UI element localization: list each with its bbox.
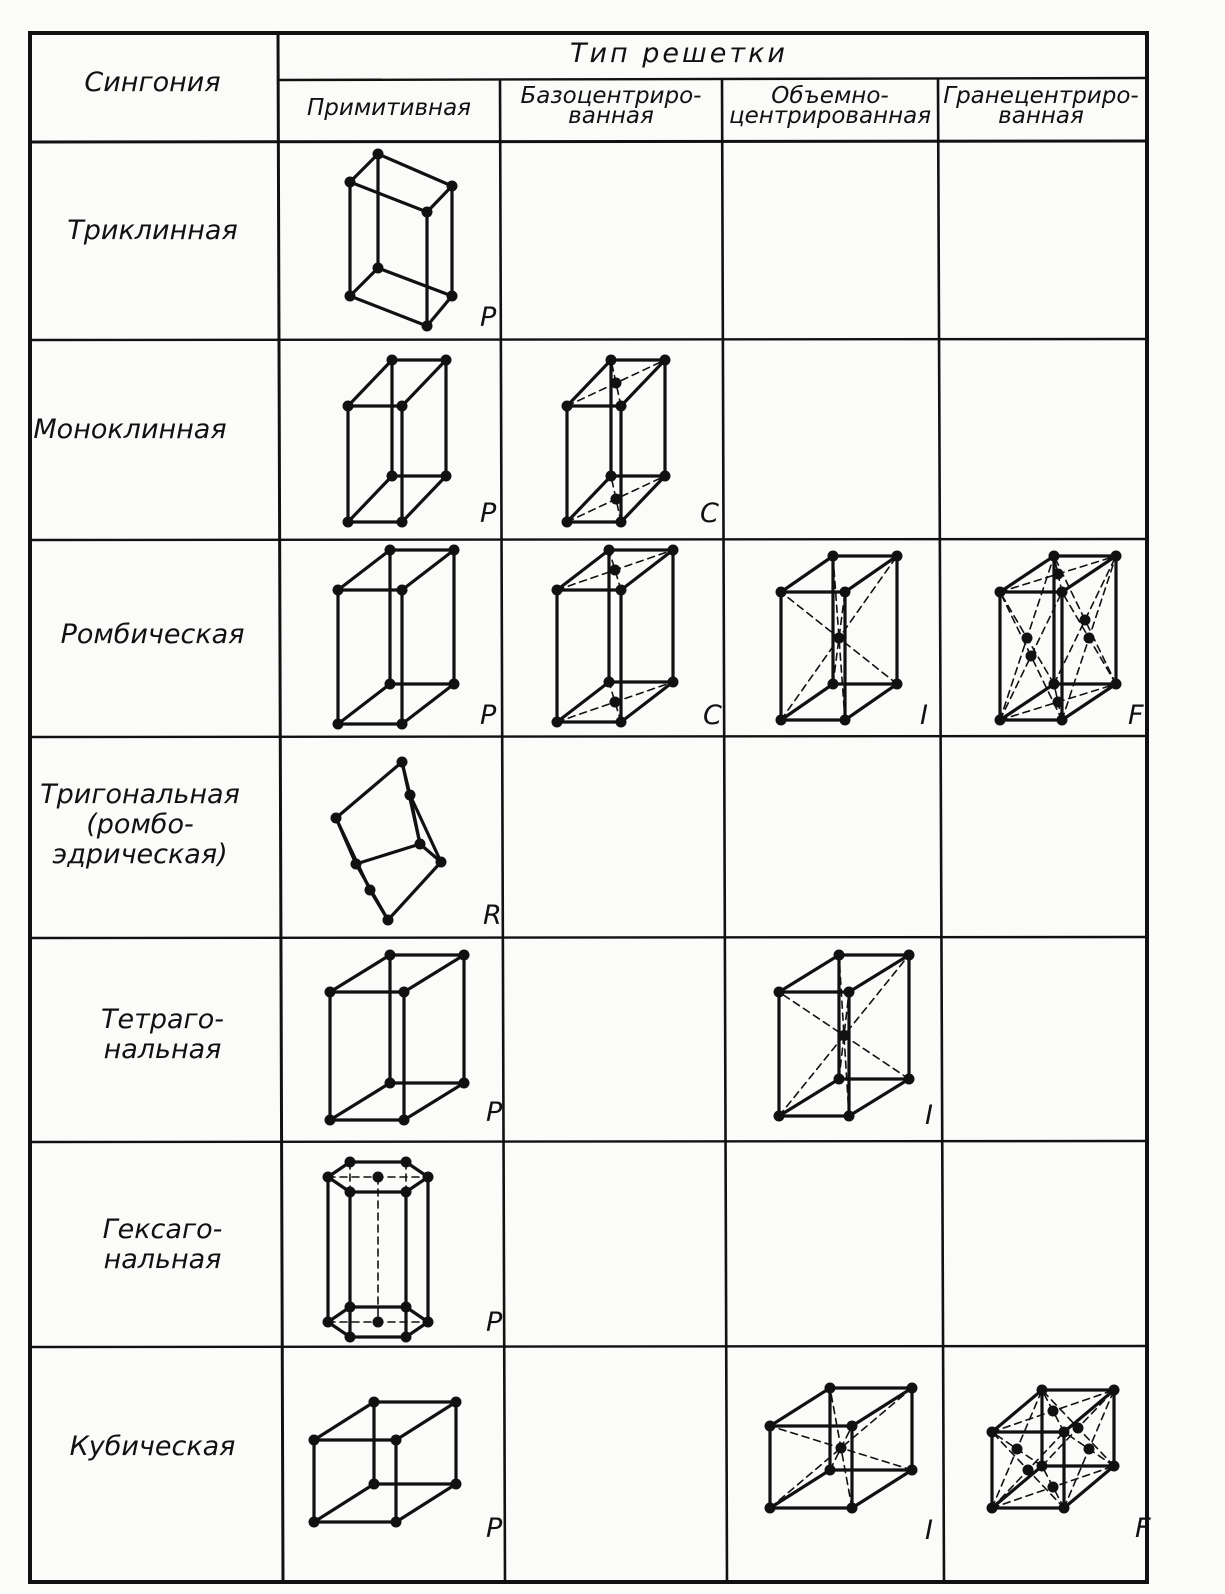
trigonal-r-atom-t xyxy=(397,757,408,768)
cubic-i-edge-7 xyxy=(770,1388,830,1426)
trigonal-r-atom-g xyxy=(383,915,394,926)
cubic-f-atom-face-3 xyxy=(1084,1444,1095,1455)
trigonal-r-edge-0 xyxy=(336,762,402,818)
header-col-base-centered xyxy=(500,83,722,129)
cubic-p-edge-7 xyxy=(314,1402,374,1440)
triclinic-p-edge-4 xyxy=(350,268,378,296)
tetragonal-p-edge-3 xyxy=(330,1083,390,1120)
orthorhombic-i-edge-1 xyxy=(845,684,897,720)
cubic-p-atom-5 xyxy=(391,1435,402,1446)
header-col-body-centered xyxy=(722,83,938,129)
tetragonal-p-atom-3 xyxy=(459,1078,470,1089)
trigonal-r-edge-7 xyxy=(388,862,441,920)
grid-vline-4 xyxy=(938,80,944,1582)
hexagonal-p-bottom-center xyxy=(373,1317,384,1328)
grid-hline-4 xyxy=(30,937,1147,938)
header-col-primitive-line1: Примитивная xyxy=(306,95,471,121)
monoclinic-p-atom-4 xyxy=(343,401,354,412)
hexagonal-p-bottom-atom-5 xyxy=(345,1332,356,1343)
orthorhombic-p-atom-0 xyxy=(333,719,344,730)
orthorhombic-p-atom-2 xyxy=(385,679,396,690)
cubic-p-atom-4 xyxy=(309,1435,320,1446)
symbol-trigonal-rhombohedral: R xyxy=(483,900,502,931)
grid-hline-6 xyxy=(30,1346,1147,1347)
hexagonal-p-top-center xyxy=(373,1172,384,1183)
triclinic-p-edge-3 xyxy=(350,182,427,212)
hexagonal-p-bottom-atom-4 xyxy=(401,1332,412,1343)
row-label-orthorhombic xyxy=(30,620,275,650)
trigonal-r-atom-c xyxy=(351,859,362,870)
orthorhombic-p-atom-6 xyxy=(385,545,396,556)
monoclinic-p-atom-1 xyxy=(397,517,408,528)
symbol-cubic-primitive: P xyxy=(486,1513,503,1544)
header-syngony: Сингония xyxy=(84,67,221,98)
triclinic-p-edge-6 xyxy=(427,296,452,326)
triclinic-p-atom-f xyxy=(373,263,384,274)
row-label-monoclinic-line1: Моноклинная xyxy=(33,414,227,445)
cubic-p-edge-5 xyxy=(396,1402,456,1440)
cubic-f-edge-3 xyxy=(992,1466,1042,1508)
orthorhombic-c-edge-3 xyxy=(557,682,609,722)
cubic-p-atom-0 xyxy=(309,1517,320,1528)
orthorhombic-f-atom-face-2 xyxy=(1022,633,1033,644)
cubic-f-atom-face-1 xyxy=(1073,1423,1084,1434)
tetragonal-p-edge-7 xyxy=(330,955,390,992)
header-col-face-line2: ванная xyxy=(998,103,1084,129)
row-label-tetragonal xyxy=(40,1005,285,1065)
monoclinic-p-atom-0 xyxy=(343,517,354,528)
row-label-trigonal-line3: эдрическая) xyxy=(52,839,228,870)
cubic-p-edge-3 xyxy=(314,1484,374,1522)
cubic-f-atom-face-4 xyxy=(1048,1406,1059,1417)
grid-hline-2 xyxy=(30,539,1147,540)
tetragonal-p-edge-5 xyxy=(404,955,464,992)
row-label-cubic-line1: Кубическая xyxy=(69,1431,236,1462)
tetragonal-p-edge-1 xyxy=(404,1083,464,1120)
grid-vline-2 xyxy=(500,80,505,1582)
tetragonal-p-atom-2 xyxy=(385,1078,396,1089)
orthorhombic-p-atom-7 xyxy=(449,545,460,556)
orthorhombic-p-edge-1 xyxy=(402,684,454,724)
row-label-triclinic-line1: Триклинная xyxy=(67,215,238,246)
monoclinic-p-atom-5 xyxy=(397,401,408,412)
monoclinic-p-atom-3 xyxy=(441,471,452,482)
grid-hline-5 xyxy=(30,1141,1147,1142)
triclinic-p-edge-5 xyxy=(378,268,452,296)
trigonal-r-edge-11 xyxy=(402,762,420,844)
triclinic-p-edge-7 xyxy=(350,296,427,326)
monoclinic-c-atom-bottom-center xyxy=(611,494,622,505)
cubic-f-atom-face-2 xyxy=(1012,1444,1023,1455)
header-col-body-line1: Объемно- xyxy=(771,83,889,109)
cubic-i-atom-body-center xyxy=(836,1443,847,1454)
cubic-f-edge-7 xyxy=(992,1390,1042,1432)
tetragonal-i-atom-body-center xyxy=(839,1030,850,1041)
trigonal-r-edge-9 xyxy=(356,844,420,864)
header-lattice-type: Тип решетки xyxy=(570,38,788,69)
orthorhombic-c-edge-7 xyxy=(557,550,609,590)
monoclinic-c-atom-top-center xyxy=(611,378,622,389)
tetragonal-p-atom-1 xyxy=(399,1115,410,1126)
cubic-f-edge-1 xyxy=(1064,1466,1114,1508)
triclinic-p-edge-0 xyxy=(350,154,378,182)
tetragonal-p-atom-7 xyxy=(459,950,470,961)
symbol-triclinic-primitive: P xyxy=(480,302,497,333)
row-label-trigonal xyxy=(30,780,250,870)
hexagonal-p-top-atom-2 xyxy=(401,1157,412,1168)
symbol-monoclinic-base: C xyxy=(700,498,719,529)
orthorhombic-f-atom-face-5 xyxy=(1053,697,1064,708)
monoclinic-c-edge-3 xyxy=(567,476,611,522)
trigonal-r-atom-e xyxy=(365,885,376,896)
orthorhombic-p-edge-5 xyxy=(402,550,454,590)
header-col-primitive xyxy=(278,95,500,121)
tetragonal-i-edge-7 xyxy=(779,955,839,992)
monoclinic-p-edge-3 xyxy=(348,476,392,522)
triclinic-p-atom-b xyxy=(373,149,384,160)
orthorhombic-c-edge-5 xyxy=(621,550,673,590)
tetragonal-p-atom-0 xyxy=(325,1115,336,1126)
hexagonal-p-top-atom-4 xyxy=(401,1187,412,1198)
tetragonal-p-atom-6 xyxy=(385,950,396,961)
row-label-tetragonal-line2: нальная xyxy=(103,1034,222,1065)
orthorhombic-c-atom-bottom-center xyxy=(610,697,621,708)
grid-hline-3 xyxy=(30,736,1147,737)
cubic-f-edge-5 xyxy=(1064,1390,1114,1432)
grid-hline-header xyxy=(278,78,1147,80)
row-label-trigonal-line1: Тригональная xyxy=(40,779,240,810)
symbol-cubic-face: F xyxy=(1135,1513,1151,1544)
orthorhombic-i-edge-5 xyxy=(845,556,897,592)
orthorhombic-f-atom-face-4 xyxy=(1053,569,1064,580)
grid-vline-1 xyxy=(278,33,283,1582)
monoclinic-p-edge-5 xyxy=(402,360,446,406)
row-label-triclinic xyxy=(30,216,275,246)
row-label-hexagonal-line1: Гексаго- xyxy=(102,1214,223,1245)
monoclinic-p-edge-1 xyxy=(402,476,446,522)
orthorhombic-f-atom-face-3 xyxy=(1084,633,1095,644)
orthorhombic-p-edge-3 xyxy=(338,684,390,724)
row-label-tetragonal-line1: Тетраго- xyxy=(101,1004,224,1035)
cubic-i-edge-5 xyxy=(852,1388,912,1426)
monoclinic-c-edge-7 xyxy=(567,360,611,406)
triclinic-p-atom-h xyxy=(422,321,433,332)
orthorhombic-f-edge-1 xyxy=(1062,684,1116,720)
header-col-base-line2: ванная xyxy=(568,103,654,129)
header-col-body-line2: центрированная xyxy=(728,103,932,129)
orthorhombic-p-atom-5 xyxy=(397,585,408,596)
row-label-monoclinic xyxy=(30,415,230,445)
monoclinic-p-atom-7 xyxy=(441,355,452,366)
cubic-f-atom-face-5 xyxy=(1048,1482,1059,1493)
symbol-tetragonal-body: I xyxy=(925,1100,933,1131)
monoclinic-p-atom-2 xyxy=(387,471,398,482)
trigonal-r-atom-b xyxy=(405,790,416,801)
row-label-hexagonal xyxy=(40,1215,285,1275)
header-col-face-line1: Гранецентриро- xyxy=(943,83,1139,109)
triclinic-p-edge-1 xyxy=(378,154,452,186)
monoclinic-c-edge-5 xyxy=(621,360,665,406)
orthorhombic-f-edge-7 xyxy=(1000,556,1054,592)
cubic-p-atom-2 xyxy=(369,1479,380,1490)
triclinic-p-atom-d xyxy=(422,207,433,218)
trigonal-r-atom-a xyxy=(331,813,342,824)
cubic-i-edge-1 xyxy=(852,1470,912,1508)
tetragonal-p-atom-5 xyxy=(399,987,410,998)
trigonal-r-edge-8 xyxy=(410,795,441,862)
symbol-monoclinic-primitive: P xyxy=(480,498,497,529)
triclinic-p-atom-c xyxy=(447,181,458,192)
symbol-orthorhombic-body: I xyxy=(920,700,928,731)
grid-hline-1 xyxy=(30,339,1147,340)
cubic-p-atom-7 xyxy=(451,1397,462,1408)
cubic-p-atom-1 xyxy=(391,1517,402,1528)
orthorhombic-c-atom-top-center xyxy=(610,565,621,576)
orthorhombic-i-edge-3 xyxy=(781,684,833,720)
monoclinic-p-edge-7 xyxy=(348,360,392,406)
monoclinic-c-edge-1 xyxy=(621,476,665,522)
cubic-i-edge-3 xyxy=(770,1470,830,1508)
orthorhombic-p-atom-1 xyxy=(397,719,408,730)
symbol-cubic-body: I xyxy=(925,1515,933,1546)
symbol-orthorhombic-face: F xyxy=(1128,700,1144,731)
grid-vline-3 xyxy=(722,80,727,1582)
row-label-trigonal-line2: (ромбо- xyxy=(86,809,194,840)
orthorhombic-c-edge-1 xyxy=(621,682,673,722)
row-label-orthorhombic-line1: Ромбическая xyxy=(60,619,245,650)
trigonal-r-atom-d xyxy=(415,839,426,850)
tetragonal-p-atom-4 xyxy=(325,987,336,998)
tetragonal-i-edge-1 xyxy=(849,1079,909,1116)
trigonal-r-atom-f xyxy=(436,857,447,868)
triclinic-p-atom-a xyxy=(345,177,356,188)
header-col-face-centered xyxy=(938,83,1144,129)
orthorhombic-f-edge-3 xyxy=(1000,684,1054,720)
orthorhombic-i-atom-body-center xyxy=(834,633,845,644)
hexagonal-p-top-atom-5 xyxy=(345,1187,356,1198)
monoclinic-p-atom-6 xyxy=(387,355,398,366)
symbol-tetragonal-primitive: P xyxy=(486,1097,503,1128)
grid-hline-0 xyxy=(30,141,1147,142)
cubic-p-atom-3 xyxy=(451,1479,462,1490)
cubic-p-edge-1 xyxy=(396,1484,456,1522)
symbol-orthorhombic-primitive: P xyxy=(480,700,497,731)
row-label-hexagonal-line2: нальная xyxy=(103,1244,222,1275)
orthorhombic-i-edge-7 xyxy=(781,556,833,592)
row-label-cubic xyxy=(30,1432,275,1462)
cubic-p-atom-6 xyxy=(369,1397,380,1408)
triclinic-p-atom-g xyxy=(447,291,458,302)
hexagonal-p-top-atom-1 xyxy=(345,1157,356,1168)
orthorhombic-p-edge-7 xyxy=(338,550,390,590)
tetragonal-i-edge-5 xyxy=(849,955,909,992)
symbol-orthorhombic-base: C xyxy=(703,700,722,731)
orthorhombic-f-atom-face-1 xyxy=(1080,615,1091,626)
header-col-base-line1: Базоцентриро- xyxy=(520,83,702,109)
cubic-f-atom-face-0 xyxy=(1023,1465,1034,1476)
triclinic-p-atom-e xyxy=(345,291,356,302)
symbol-hexagonal-primitive: P xyxy=(486,1307,503,1338)
tetragonal-i-edge-3 xyxy=(779,1079,839,1116)
orthorhombic-p-atom-4 xyxy=(333,585,344,596)
orthorhombic-p-atom-3 xyxy=(449,679,460,690)
